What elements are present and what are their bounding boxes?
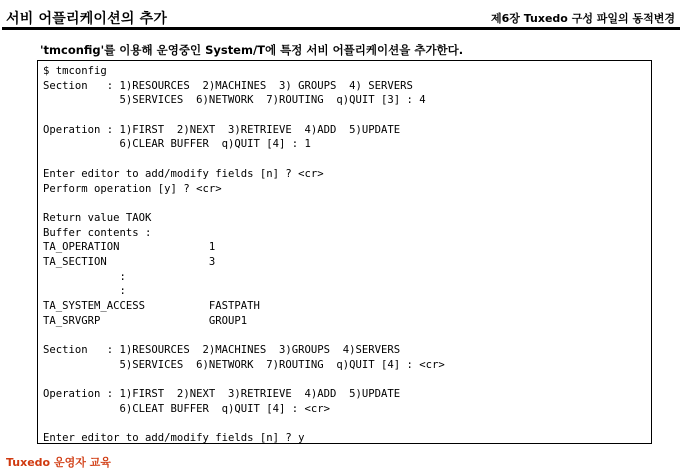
terminal-line: 5)SERVICES 6)NETWORK 7)ROUTING q)QUIT [3] : 4 [43, 94, 426, 107]
slide-subtitle: 'tmconfig'를 이용해 운영중인 System/T에 특정 서비 어플리케이션을 추가한다. [40, 43, 464, 57]
terminal-line: TA_SECTION 3 [43, 255, 216, 268]
terminal-line: Buffer contents : [43, 226, 152, 239]
terminal-line: Enter editor to add/modify fields [n] ? <cr> [43, 167, 324, 180]
terminal-line: : [43, 285, 126, 298]
terminal-line: 5)SERVICES 6)NETWORK 7)ROUTING q)QUIT [4] : <cr> [43, 358, 445, 371]
terminal-line: Section : 1)RESOURCES 2)MACHINES 3)GROUPS 4)SERVERS [43, 344, 401, 357]
chapter-label: 제6장 Tuxedo 구성 파일의 동적변경 [491, 12, 675, 25]
terminal-line: $ tmconfig [43, 65, 107, 77]
slide-header [0, 0, 683, 30]
terminal-line [43, 108, 651, 123]
terminal-line: 6)CLEAT BUFFER q)QUIT [4] : <cr> [43, 402, 331, 415]
terminal-line [43, 417, 651, 432]
terminal-line: : [43, 270, 126, 283]
terminal-line: Perform operation [y] ? <cr> [43, 182, 222, 195]
header-divider [2, 27, 680, 30]
terminal-line: 6)CLEAR BUFFER q)QUIT [4] : 1 [43, 138, 311, 151]
terminal-line [43, 372, 651, 387]
footer-course-label: Tuxedo 운영자 교육 [6, 456, 111, 469]
terminal-line: TA_OPERATION 1 [43, 241, 216, 254]
terminal-line [43, 328, 651, 343]
terminal-line [43, 152, 651, 167]
slide-title: 서비 어플리케이션의 추가 [6, 11, 168, 27]
terminal-line [43, 196, 651, 211]
terminal-line: TA_SYSTEM_ACCESS FASTPATH [43, 300, 260, 312]
terminal-line: Operation : 1)FIRST 2)NEXT 3)RETRIEVE 4)ADD 5)UPDATE [43, 388, 401, 401]
terminal-output-box [37, 60, 652, 444]
terminal-line: Return value TAOK [43, 211, 152, 224]
terminal-line: Enter editor to add/modify fields [n] ? y [43, 432, 305, 445]
terminal-line: Operation : 1)FIRST 2)NEXT 3)RETRIEVE 4)ADD 5)UPDATE [43, 123, 401, 136]
terminal-line: TA_SRVGRP GROUP1 [43, 314, 248, 327]
terminal-line: Section : 1)RESOURCES 2)MACHINES 3) GROUPS 4) SERVERS [43, 79, 413, 92]
